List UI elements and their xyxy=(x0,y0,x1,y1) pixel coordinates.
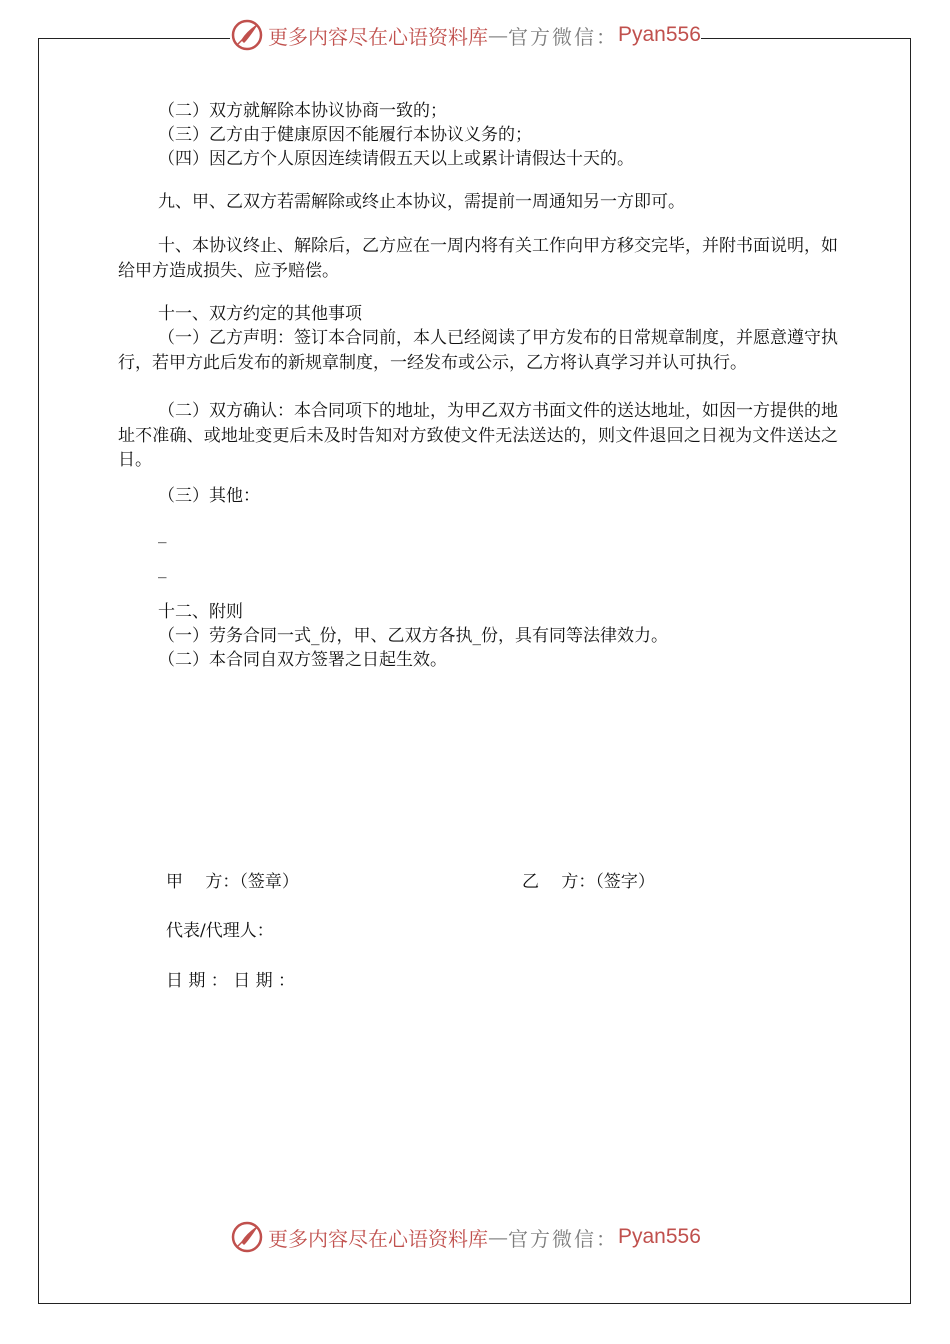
watermark-main-text: 更多内容尽在心语资料库 xyxy=(268,24,488,49)
clause-eleven-2 xyxy=(118,399,838,473)
clause-eleven-2-text: （二）双方确认：本合同项下的地址，为甲乙双方书面文件的送达地址，如因一方提供的地址不准确、或地址变更后未及时告知对方致使文件无法送达的，则文件退回之日视为文件送达之日。 xyxy=(118,401,838,470)
watermark-separator: — xyxy=(488,1225,508,1249)
clause-line-3: （三）乙方由于健康原因不能履行本协议义务的； xyxy=(158,125,532,145)
clause-ten-text: 十、本协议终止、解除后，乙方应在一周内将有关工作向甲方移交完毕，并附书面说明，如给甲方造成损失、应予赔偿。 xyxy=(118,236,838,281)
clause-line-2: （二）双方就解除本协议协商一致的； xyxy=(158,101,447,121)
clause-eleven-3: （三）其他： xyxy=(158,486,260,506)
watermark-header xyxy=(230,18,701,52)
clause-line-4: （四）因乙方个人原因连续请假五天以上或累计请假达十天的。 xyxy=(158,149,634,169)
watermark-main-text: 更多内容尽在心语资料库 xyxy=(268,1226,488,1251)
watermark-label: 官方微信： xyxy=(508,1226,618,1251)
date-labels: 日 期 ： 日 期 ： xyxy=(166,971,296,991)
representative-label: 代表/代理人： xyxy=(166,921,274,941)
party-a-signature: 甲 方：（签章） xyxy=(166,872,299,892)
watermark-footer xyxy=(230,1220,701,1254)
clause-eleven-1-text: （一）乙方声明：签订本合同前，本人已经阅读了甲方发布的日常规章制度，并愿意遵守执行，若甲方此后发布的新规章制度，一经发布或公示，乙方将认真学习并认可执行。 xyxy=(118,328,838,373)
blank-line-2: _ xyxy=(158,559,167,579)
watermark-separator: — xyxy=(488,23,508,47)
party-b-signature: 乙 方：（签字） xyxy=(522,872,655,892)
clause-eleven-title: 十一、双方约定的其他事项 xyxy=(158,304,362,324)
blank-line-1: _ xyxy=(158,524,167,544)
watermark-label: 官方微信： xyxy=(508,24,618,49)
clause-twelve-2: （二）本合同自双方签署之日起生效。 xyxy=(158,650,447,670)
watermark-id: Pyan556 xyxy=(618,1225,701,1248)
quill-logo-icon xyxy=(230,18,264,52)
clause-twelve-1: （一）劳务合同一式_份，甲、乙双方各执_份，具有同等法律效力。 xyxy=(158,626,668,646)
quill-logo-icon xyxy=(230,1220,264,1254)
clause-nine: 九、甲、乙双方若需解除或终止本协议，需提前一周通知另一方即可。 xyxy=(158,192,685,212)
watermark-id: Pyan556 xyxy=(618,23,701,46)
clause-twelve-title: 十二、附则 xyxy=(158,602,243,622)
clause-ten xyxy=(118,234,838,283)
clause-eleven-1 xyxy=(118,326,838,375)
